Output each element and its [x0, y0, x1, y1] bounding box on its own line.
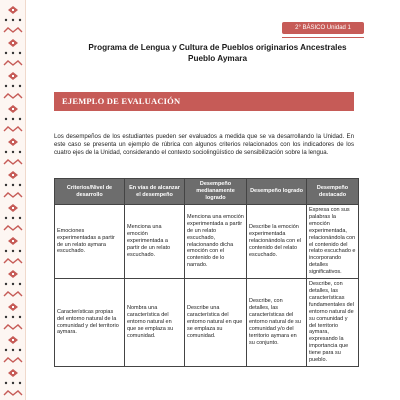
border-motif — [8, 72, 18, 80]
table-cell: Nombra una característica del entorno natural en que se emplaza su comunidad. — [125, 279, 185, 367]
border-motif — [8, 270, 18, 278]
table-cell: Describe la emoción experimentada relacionándola con el contenido del relato escuchado. — [247, 205, 307, 279]
table-header-row — [55, 179, 359, 205]
intro-paragraph: Los desempeños de los estudiantes pueden ser evaluados a medida que se va desarrollando la Unidad. En este caso se presenta un ejemplo de rúbrica con algunos criterios relacionados con los indicadores de los cuatro ejes de la Unidad, considerando el contexto sociolingüístico de sensibilización sobre la lengua. — [54, 133, 354, 156]
section-label: EJEMPLO DE EVALUACIÓN — [62, 96, 181, 106]
table-row — [55, 279, 359, 367]
column-header: Desempeño medianamente logrado — [185, 179, 247, 205]
page-title — [40, 42, 395, 64]
border-motif — [8, 39, 18, 47]
grade-unit-badge: 2° BÁSICO Unidad 1 — [282, 22, 364, 34]
title-line-1: Programa de Lengua y Cultura de Pueblos originarios Ancestrales — [88, 43, 347, 52]
border-motif — [8, 105, 18, 113]
border-motif — [5, 19, 21, 21]
border-motif — [4, 325, 22, 329]
border-motif — [5, 184, 21, 186]
border-motif — [4, 28, 22, 32]
column-header: Criterios/Nivel de desarrollo — [55, 179, 125, 205]
table-cell: Describe, con detalles, las características fundamentales del entorno natural de su comunidad y del territorio aymara, expresando la importancia que tiene para su pueblo. — [307, 279, 359, 367]
border-motif — [8, 369, 18, 377]
border-motif — [4, 358, 22, 362]
border-motif — [8, 237, 18, 245]
section-header — [54, 92, 354, 111]
border-motif — [4, 61, 22, 65]
border-motif — [8, 138, 18, 146]
column-header: Desempeño logrado — [247, 179, 307, 205]
table-cell: Menciona una emoción experimentada a partir de un relato escuchado. — [125, 205, 185, 279]
table-cell: Describe una característica del entorno natural en que se emplaza su comunidad. — [185, 279, 247, 367]
border-motif — [5, 118, 21, 120]
border-motif — [5, 217, 21, 219]
border-motif — [8, 171, 18, 179]
title-line-2: Pueblo Aymara — [188, 54, 247, 63]
table-cell: Expresa con sus palabras la emoción experimentada, relacionándola con el contenido del relato escuchado e incorporando detalles significativos. — [307, 205, 359, 279]
border-motif — [4, 127, 22, 131]
table-cell: Describe, con detalles, las características del entorno natural de su comunidad y/o del territorio aymara en su conjunto. — [247, 279, 307, 367]
border-motif — [5, 283, 21, 285]
border-motif — [5, 151, 21, 153]
border-motif — [4, 160, 22, 164]
border-motif — [8, 6, 18, 14]
border-motif — [4, 292, 22, 296]
border-motif — [5, 85, 21, 87]
border-motif — [5, 349, 21, 351]
border-motif — [4, 259, 22, 263]
aymara-pattern-icon — [0, 0, 26, 400]
column-header: En vías de alcanzar el desempeño — [125, 179, 185, 205]
table-cell: Características propias del entorno natural de la comunidad y del territorio aymara. — [55, 279, 125, 367]
table-row — [55, 205, 359, 279]
border-motif — [5, 250, 21, 252]
border-motif — [8, 336, 18, 344]
border-motif — [5, 382, 21, 384]
border-motif — [5, 52, 21, 54]
border-motif — [8, 303, 18, 311]
header-divider — [282, 37, 364, 38]
border-motif — [4, 391, 22, 395]
border-motif — [4, 94, 22, 98]
border-motif — [4, 193, 22, 197]
border-motif — [4, 226, 22, 230]
column-header: Desempeño destacado — [307, 179, 359, 205]
border-motif — [8, 204, 18, 212]
decorative-border — [0, 0, 26, 400]
rubric-table — [54, 178, 359, 367]
table-cell: Menciona una emoción experimentada a partir de un relato escuchado, relacionando dicha emoción con el contenido de lo narrado. — [185, 205, 247, 279]
table-cell: Emociones experimentadas a partir de un relato aymara escuchado. — [55, 205, 125, 279]
border-motif — [5, 316, 21, 318]
